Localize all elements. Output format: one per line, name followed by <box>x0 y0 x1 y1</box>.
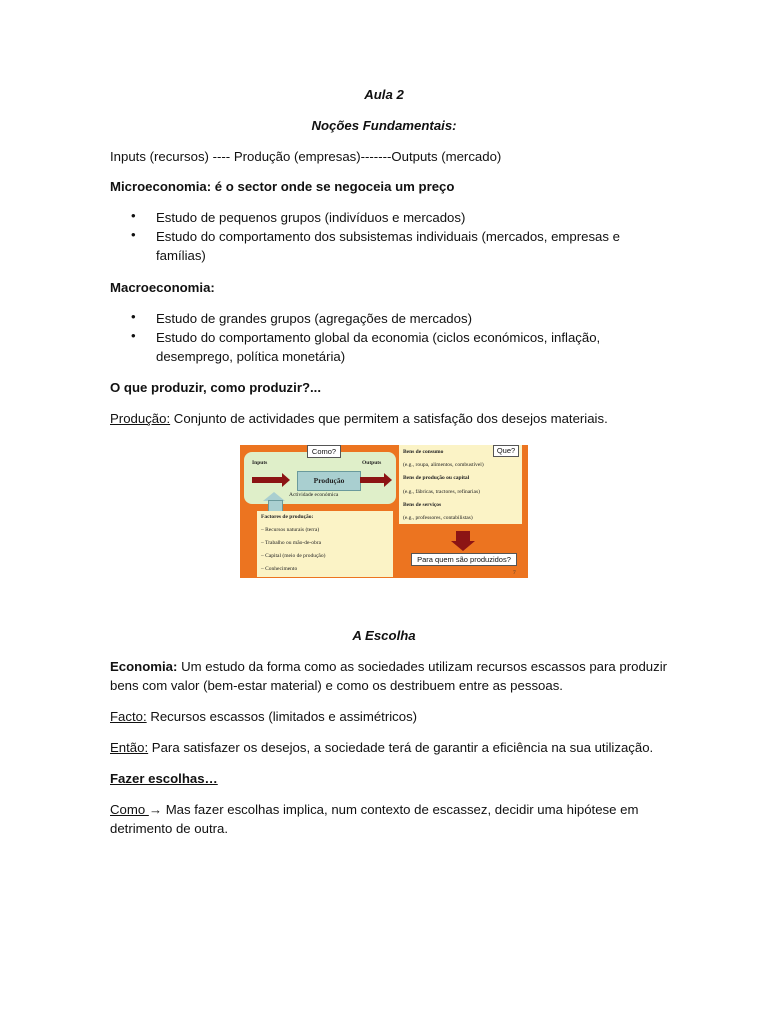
producao-label: Produção: <box>110 411 171 426</box>
output-arrow-icon <box>360 477 384 483</box>
factor-3: – Capital (meio de produção) <box>261 553 326 559</box>
como-callout: Como? <box>307 445 341 458</box>
flow-line: Inputs (recursos) ---- Produção (empresas)-------Outputs (mercado) <box>110 149 502 164</box>
factor-4: – Conhecimento <box>261 566 298 572</box>
economia-line-2: bens com valor (bem-estar material) e como os destribuem entre as pessoas. <box>110 678 563 693</box>
bullet-icon: • <box>131 309 136 324</box>
como-text: Mas fazer escolhas implica, num contexto de escassez, decidir uma hipótese em <box>162 802 639 817</box>
facto-label: Facto: <box>110 709 147 724</box>
bullet-icon: • <box>131 328 136 343</box>
entao-line <box>110 738 658 757</box>
bens-title-3: Bens de serviços <box>403 502 442 508</box>
bens-sub-1: (e.g., roupa, alimentos, combustível) <box>403 462 484 468</box>
diagram-page-number: 7 <box>513 570 516 576</box>
input-arrow-icon <box>252 477 282 483</box>
macro-item-2: Estudo do comportamento global da economia (ciclos económicos, inflação, desemprego, política monetária) <box>156 330 601 364</box>
economia-text: Um estudo da forma como as sociedades utilizam recursos escassos para produzir <box>177 659 668 674</box>
section-subheading: Noções Fundamentais: <box>311 118 457 133</box>
escolha-title: A Escolha <box>352 628 416 643</box>
macro-item-1: Estudo de grandes grupos (agregações de mercados) <box>156 311 472 326</box>
producao-box: Produção <box>297 471 361 491</box>
micro-item-1: Estudo de pequenos grupos (indivíduos e mercados) <box>156 210 466 225</box>
inputs-label: Inputs <box>252 460 268 466</box>
macro-title: Macroeconomia: <box>110 280 215 295</box>
down-arrow-icon <box>451 541 475 551</box>
bens-sub-3: (e.g., professores, contabilistas) <box>403 515 473 521</box>
facto-line <box>110 707 658 726</box>
actividade-label: Actividade económica <box>289 492 339 498</box>
bullet-icon: • <box>131 227 136 242</box>
production-diagram <box>240 445 528 578</box>
que-callout: Que? <box>493 445 519 457</box>
bens-title-1: Bens de consumo <box>403 449 444 455</box>
bullet-icon: • <box>131 208 136 223</box>
factor-2: – Trabalho ou mão-de-obra <box>261 540 322 546</box>
entao-label: Então: <box>110 740 149 755</box>
como-line <box>110 800 658 819</box>
right-arrow-icon: → <box>148 802 163 817</box>
down-arrow-stem <box>456 531 470 541</box>
como-line-2: detrimento de outra. <box>110 821 229 836</box>
factores-box <box>257 511 393 577</box>
economia-line <box>110 657 668 676</box>
micro-title: Microeconomia: é o sector onde se negoceia um preço <box>110 179 455 194</box>
factores-title: Factores de produção: <box>261 514 314 520</box>
page-heading: Aula 2 <box>364 87 404 102</box>
fazer-escolhas: Fazer escolhas… <box>110 771 218 786</box>
para-quem-callout: Para quem são produzidos? <box>411 553 517 566</box>
entao-text: Para satisfazer os desejos, a sociedade terá de garantir a eficiência na sua utilização. <box>148 740 654 755</box>
bens-title-2: Bens de produção ou capital <box>403 475 470 481</box>
producao-text: Conjunto de actividades que permitem a satisfação dos desejos materiais. <box>170 411 608 426</box>
question-line: O que produzir, como produzir?... <box>110 380 321 395</box>
factor-1: – Recursos naturais (terra) <box>261 527 320 533</box>
facto-text: Recursos escassos (limitados e assimétricos) <box>146 709 418 724</box>
outputs-label: Outputs <box>362 460 382 466</box>
micro-item-2: Estudo do comportamento dos subsistemas individuais (mercados, empresas e famílias) <box>156 229 620 263</box>
bens-sub-2: (e.g., fábricas, tractores, refinarias) <box>403 489 480 495</box>
economia-label: Economia: <box>110 659 178 674</box>
como-label: Como <box>110 802 149 817</box>
producao-line <box>110 409 658 428</box>
